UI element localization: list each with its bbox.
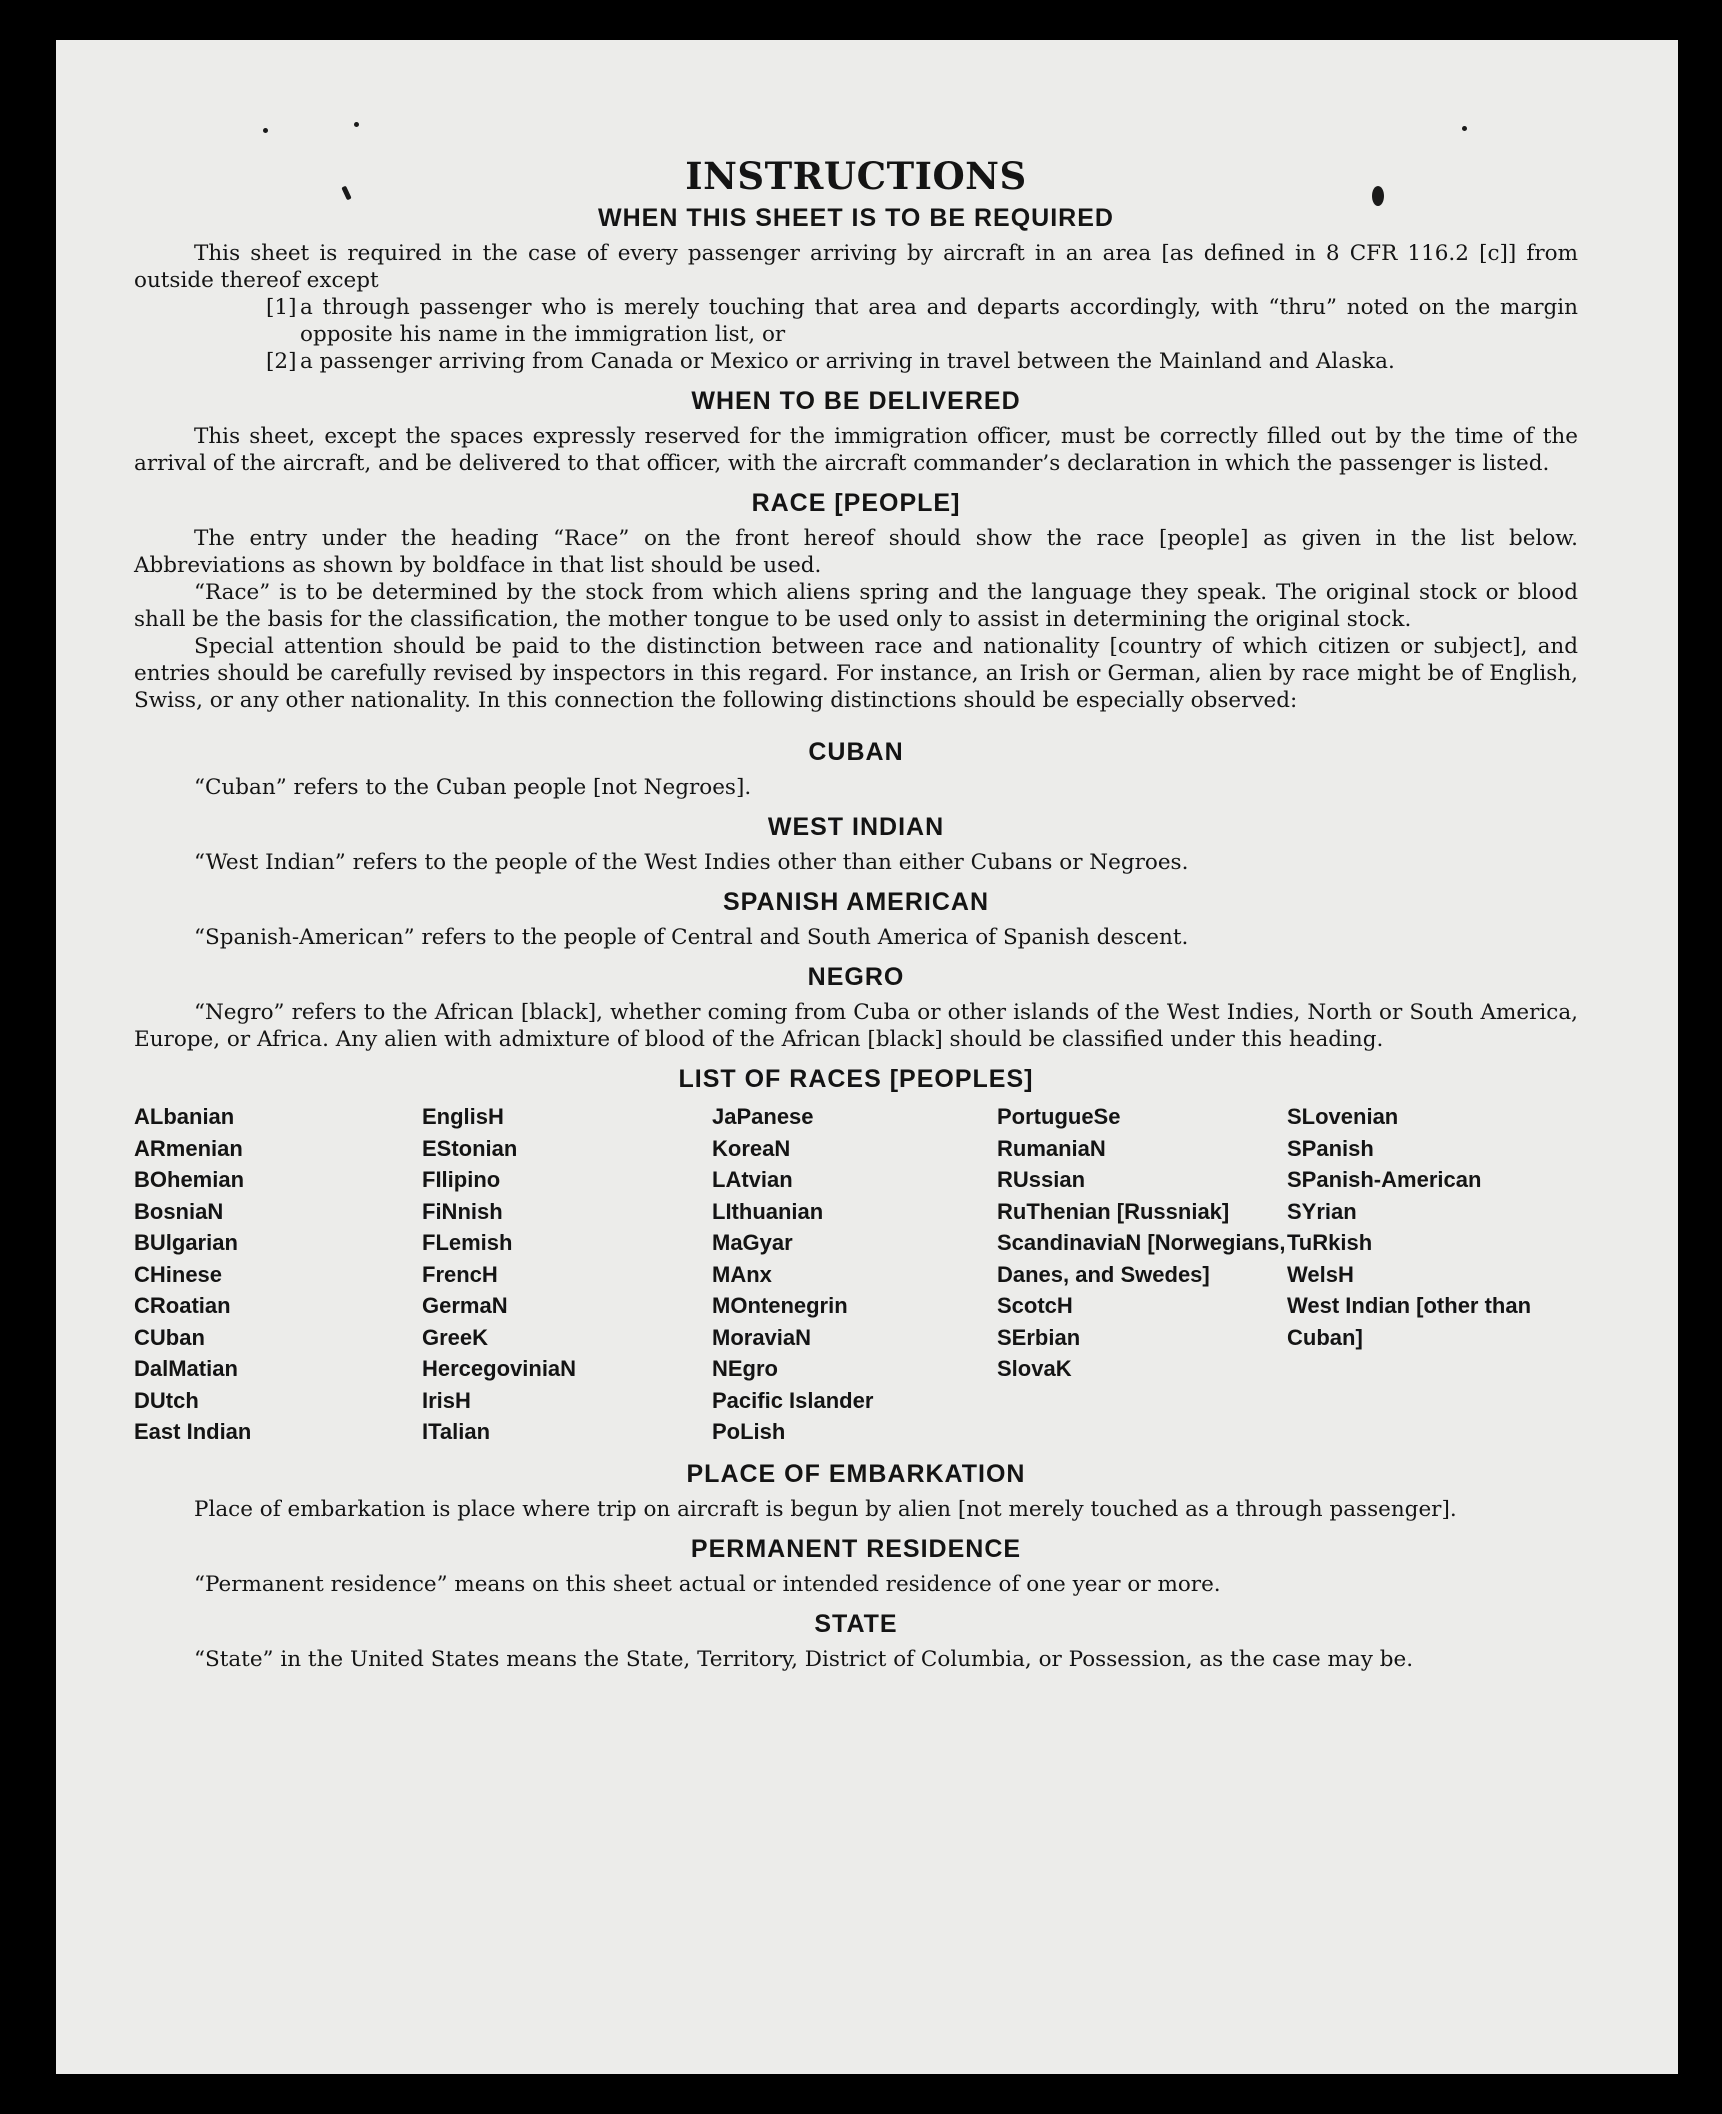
race-entry: LAtvian <box>712 1167 793 1192</box>
race-entry: SPanish <box>1287 1135 1374 1161</box>
race-entry: Pacific Islander <box>712 1387 874 1413</box>
race-entry: MAnx <box>712 1261 772 1287</box>
when-required-intro: This sheet is required in the case of every passenger arriving by aircraft in an area [as defined in 8 CFR 116.2 [c]] from outside thereof except <box>134 241 1578 293</box>
race-entry: MOntenegrin <box>712 1293 848 1318</box>
race-entry: CRoatian <box>134 1293 231 1318</box>
spanish-american-heading: SPANISH AMERICAN <box>722 888 989 916</box>
embarkation-text: Place of embarkation is place where trip on aircraft is begun by alien [not merely touched as a through passenger]. <box>194 1496 1457 1522</box>
race-paragraph-1: The entry under the heading “Race” on the front hereof should show the race [people] as given in the list below. Abbreviations as shown by boldface in that list should be used. <box>134 526 1578 578</box>
race-entry: GermaN <box>422 1293 508 1318</box>
race-entry: DalMatian <box>134 1356 238 1381</box>
race-entry: ARmenian <box>134 1135 243 1161</box>
race-paragraph-2: “Race” is to be determined by the stock from which aliens spring and the language they speak. The original stock or blood shall be the basis for the classification, the mother tongue to be used only to assist in determining the original stock. <box>134 580 1578 632</box>
ink-speck <box>354 122 359 127</box>
cuban-text: “Cuban” refers to the Cuban people [not Negroes]. <box>194 775 752 800</box>
races-column <box>712 1101 997 1448</box>
races-column <box>422 1101 712 1448</box>
embarkation-heading: PLACE OF EMBARKATION <box>686 1459 1026 1488</box>
race-entry: ScotcH <box>997 1293 1073 1318</box>
race-entry: BosniaN <box>134 1198 224 1224</box>
ink-speck <box>1462 126 1467 131</box>
west-indian-heading: WEST INDIAN <box>767 813 945 841</box>
race-entry: CUban <box>134 1324 205 1350</box>
race-entry: West Indian [other than Cuban] <box>1287 1293 1532 1350</box>
race-entry: FrencH <box>422 1261 498 1287</box>
race-entry: EnglisH <box>422 1104 504 1129</box>
exception-text: a through passenger who is merely touching that area and departs accordingly, with “thru” noted on the margin opposite his name in the immigration list, or <box>300 295 1578 347</box>
document-page <box>56 40 1678 2074</box>
race-entry: CHinese <box>134 1261 223 1287</box>
races-column <box>1287 1101 1578 1448</box>
when-required-heading: WHEN THIS SHEET IS TO BE REQUIRED <box>598 204 1114 232</box>
negro-heading: NEGRO <box>807 963 905 991</box>
race-entry: PortugueSe <box>997 1104 1121 1129</box>
race-entry: ITalian <box>422 1419 491 1444</box>
race-entry: MoraviaN <box>712 1324 812 1350</box>
race-entry: DUtch <box>134 1387 199 1413</box>
races-column <box>134 1101 422 1448</box>
race-entry: ScandinaviaN [Norwegians, Danes, and Swedes] <box>997 1230 1286 1287</box>
race-entry: HercegoviniaN <box>422 1356 577 1381</box>
race-heading: RACE [PEOPLE] <box>751 489 961 517</box>
races-list <box>134 1101 1578 1448</box>
ink-speck <box>263 128 268 133</box>
race-entry: SErbian <box>997 1324 1081 1350</box>
race-entry: SlovaK <box>997 1356 1072 1381</box>
race-entry: SLovenian <box>1287 1104 1399 1129</box>
race-entry: KoreaN <box>712 1135 791 1161</box>
list-of-races-heading: LIST OF RACES [PEOPLES] <box>678 1065 1034 1093</box>
race-entry: GreeK <box>422 1324 489 1350</box>
race-entry: JaPanese <box>712 1104 814 1129</box>
race-entry: FLemish <box>422 1230 513 1255</box>
negro-text: “Negro” refers to the African [black], whether coming from Cuba or other islands of the West Indies, North or South America, Europe, or Africa. Any alien with admixture of blood of the African [black] should be classified under this heading. <box>134 1000 1578 1052</box>
exception-item <box>266 348 1578 375</box>
race-entry: RuThenian [Russniak] <box>997 1198 1230 1224</box>
instructions-content <box>134 152 1578 1673</box>
exception-number: [1] <box>266 295 297 320</box>
exception-number: [2] <box>266 349 297 374</box>
race-entry: MaGyar <box>712 1230 793 1255</box>
race-entry: RumaniaN <box>997 1135 1106 1161</box>
race-entry: NEgro <box>712 1356 778 1381</box>
race-entry: SPanish-American <box>1287 1167 1482 1192</box>
race-entry: BOhemian <box>134 1167 245 1192</box>
races-column <box>997 1101 1287 1448</box>
race-entry: TuRkish <box>1287 1230 1373 1255</box>
race-entry: FiNnish <box>422 1198 503 1224</box>
page-title: INSTRUCTIONS <box>685 154 1027 198</box>
race-entry: FIlipino <box>422 1167 501 1192</box>
race-entry: East Indian <box>134 1419 252 1444</box>
state-text: “State” in the United States means the State, Territory, District of Columbia, or Possession, as the case may be. <box>194 1646 1414 1672</box>
race-entry: ALbanian <box>134 1104 235 1129</box>
when-delivered-heading: WHEN TO BE DELIVERED <box>691 387 1021 415</box>
race-entry: EStonian <box>422 1135 518 1161</box>
cuban-heading: CUBAN <box>808 738 904 766</box>
spanish-american-text: “Spanish-American” refers to the people of Central and South America of Spanish descent. <box>194 925 1189 950</box>
residence-text: “Permanent residence” means on this sheet actual or intended residence of one year or more. <box>194 1571 1221 1597</box>
exception-text: a passenger arriving from Canada or Mexico or arriving in travel between the Mainland and Alaska. <box>300 349 1395 374</box>
race-entry: PoLish <box>712 1419 786 1444</box>
race-paragraph-3: Special attention should be paid to the distinction between race and nationality [country of which citizen or subject], and entries should be carefully revised by inspectors in this regard. For instance, an Irish or German, alien by race might be of English, Swiss, or any other nationality. In this connection the following distinctions should be especially observed: <box>134 634 1578 713</box>
when-delivered-text: This sheet, except the spaces expressly reserved for the immigration officer, must be correctly filled out by the time of the arrival of the aircraft, and be delivered to that officer, with the aircraft commander’s declaration in which the passenger is listed. <box>134 424 1578 476</box>
race-entry: WelsH <box>1287 1261 1354 1287</box>
state-heading: STATE <box>814 1609 898 1638</box>
race-entry: SYrian <box>1287 1198 1357 1224</box>
race-entry: IrisH <box>422 1387 471 1413</box>
west-indian-text: “West Indian” refers to the people of the West Indies other than either Cubans or Negroes. <box>194 850 1189 875</box>
residence-heading: PERMANENT RESIDENCE <box>690 1534 1022 1563</box>
exception-item <box>266 294 1578 348</box>
race-entry: BUlgarian <box>134 1230 238 1255</box>
race-entry: LIthuanian <box>712 1198 824 1224</box>
race-entry: RUssian <box>997 1167 1086 1192</box>
